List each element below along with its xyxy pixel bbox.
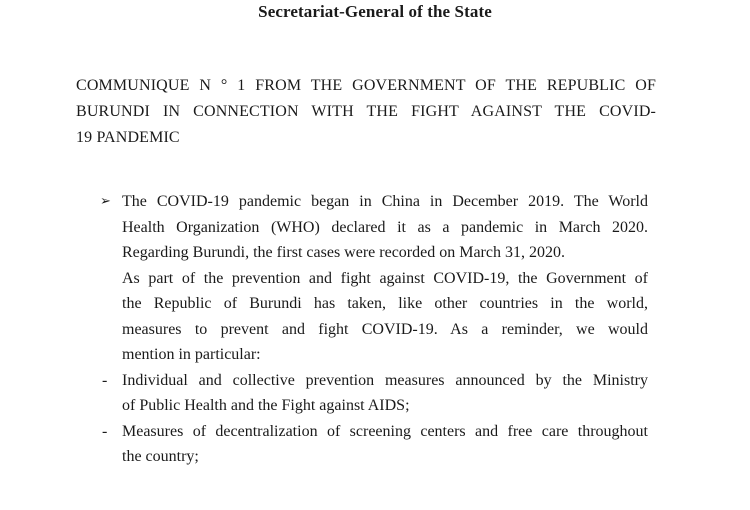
communique-title <box>76 73 656 151</box>
measure-list-item <box>100 368 648 419</box>
paragraph-line: Regarding Burundi, the first cases were recorded on March 31, 2020. <box>122 244 565 261</box>
title-line: 19 PANDEMIC <box>76 129 180 146</box>
title-line: BURUNDI IN CONNECTION WITH THE FIGHT AGAINST THE COVID- <box>76 103 656 120</box>
dash-bullet: - <box>102 422 108 440</box>
list-item-line: Individual and collective prevention measures announced by the Ministry <box>122 371 648 389</box>
measures-intro-paragraph <box>100 266 648 368</box>
list-item-line: the country; <box>122 448 199 465</box>
paragraph-line: measures to prevent and fight COVID-19. As a reminder, we would <box>122 320 648 338</box>
issuing-office: Secretariat-General of the State <box>258 2 492 21</box>
communique-body <box>100 189 648 470</box>
title-line: COMMUNIQUE N ° 1 FROM THE GOVERNMENT OF THE REPUBLIC OF <box>76 77 656 94</box>
arrow-bullet-icon: ➢ <box>100 194 111 209</box>
paragraph-line: mention in particular: <box>122 346 261 363</box>
paragraph-line: Health Organization (WHO) declared it as a pandemic in March 2020. <box>122 218 648 236</box>
list-item-line: of Public Health and the Fight against AIDS; <box>122 397 410 414</box>
measure-list-item <box>100 419 648 470</box>
paragraph-line: The COVID-19 pandemic began in China in December 2019. The World <box>122 193 648 210</box>
intro-paragraph <box>100 189 648 266</box>
list-item-line: Measures of decentralization of screening centers and free care throughout <box>122 422 648 440</box>
paragraph-line: the Republic of Burundi has taken, like other countries in the world, <box>122 295 648 312</box>
dash-bullet: - <box>102 371 108 389</box>
paragraph-line: As part of the prevention and fight against COVID-19, the Government of <box>122 269 648 287</box>
